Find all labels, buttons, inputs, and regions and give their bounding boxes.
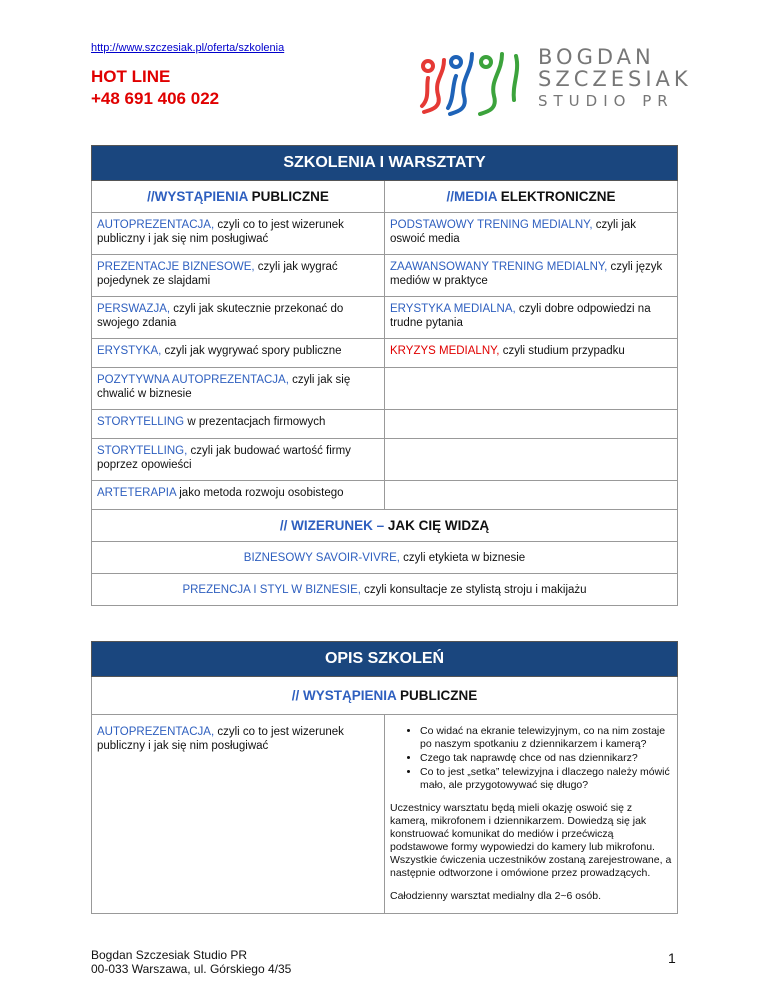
column-header-public: //WYSTĄPIENIA PUBLICZNE: [92, 181, 385, 213]
training-cell: STORYTELLING w prezentacjach firmowych: [92, 410, 385, 439]
logo-line1: BOGDAN: [538, 45, 655, 69]
bullet-item: • Co to jest „setka” telewizyjna i dlaczego należy mówić mało, ale przygotowywać się długo?: [420, 766, 672, 792]
duration-text: Całodzienny warsztat medialny dla 2~6 osób.: [390, 890, 601, 902]
trainings-title: SZKOLENIA I WARSZTATY: [92, 146, 678, 181]
column-header-media: //MEDIA ELEKTRONICZNE: [385, 181, 678, 213]
descriptions-table: [91, 641, 678, 914]
training-cell: PREZENCJA I STYL W BIZNESIE, czyli konsultacje ze stylistą stroju i makijażu: [92, 574, 678, 606]
training-cell: BIZNESOWY SAVOIR-VIVRE, czyli etykieta w biznesie: [92, 542, 678, 574]
footer-street: 00-033 Warszawa, ul. Górskiego 4/35: [91, 962, 292, 976]
training-cell: ZAAWANSOWANY TRENING MEDIALNY, czyli język mediów w praktyce: [385, 255, 678, 297]
training-cell: PERSWAZJA, czyli jak skutecznie przekonać do swojego zdania: [92, 297, 385, 339]
empty-cell: [385, 439, 678, 481]
wizerunek-header: // WIZERUNEK – JAK CIĘ WIDZĄ: [92, 510, 678, 542]
empty-cell: [385, 481, 678, 510]
empty-cell: [385, 410, 678, 439]
bullet-item: • Co widać na ekranie telewizyjnym, co na nim zostaje po naszym spotkaniu z dziennikarzem i kamerą?: [420, 725, 672, 751]
descriptions-title: OPIS SZKOLEŃ: [92, 642, 678, 677]
empty-cell: [385, 368, 678, 410]
description-paragraph: Uczestnicy warsztatu będą mieli okazję oswoić się z kamerą, mikrofonem i dziennikarzem. Dowiedzą się jak konstruować komunikat do mediów i przećwiczą podstawowe formy wypowiedzi do kamery lub mikrofonu. Wszystkie ćwiczenia uczestników zostaną zarejestrowane, a następnie odtworzone i omówione przez prowadzących.: [390, 802, 672, 879]
hotline: [91, 66, 219, 110]
training-cell: PREZENTACJE BIZNESOWE, czyli jak wygrać pojedynek ze slajdami: [92, 255, 385, 297]
hotline-label: HOT LINE: [91, 67, 171, 86]
training-cell: STORYTELLING, czyli jak budować wartość firmy poprzez opowieści: [92, 439, 385, 481]
training-cell: ARTETERAPIA jako metoda rozwoju osobistego: [92, 481, 385, 510]
logo-line3: STUDIO PR: [538, 92, 674, 110]
section-header-public: // WYSTĄPIENIA PUBLICZNE: [92, 677, 678, 715]
description-bullets: [390, 725, 672, 792]
page-number: 1: [668, 950, 676, 966]
hotline-number: +48 691 406 022: [91, 89, 220, 108]
company-logo: [416, 40, 692, 116]
training-cell: POZYTYWNA AUTOPREZENTACJA, czyli jak się chwalić w biznesie: [92, 368, 385, 410]
website-link[interactable]: http://www.szczesiak.pl/oferta/szkolenia: [91, 42, 285, 54]
training-description-cell: [385, 715, 678, 914]
training-cell: KRYZYS MEDIALNY, czyli studium przypadku: [385, 339, 678, 368]
training-cell: ERYSTYKA MEDIALNA, czyli dobre odpowiedzi na trudne pytania: [385, 297, 678, 339]
logo-wordmark: [538, 46, 692, 112]
training-cell: AUTOPREZENTACJA, czyli co to jest wizerunek publiczny i jak się nim posługiwać: [92, 213, 385, 255]
footer-company: Bogdan Szczesiak Studio PR: [91, 948, 248, 962]
bullet-item: • Czego tak naprawdę chce od nas dziennikarz?: [420, 752, 672, 765]
footer-address: [91, 948, 291, 976]
trainings-table: [91, 145, 678, 606]
training-cell: ERYSTYKA, czyli jak wygrywać spory publiczne: [92, 339, 385, 368]
logo-line2: SZCZESIAK: [538, 67, 692, 91]
training-name-cell: AUTOPREZENTACJA, czyli co to jest wizerunek publiczny i jak się nim posługiwać: [92, 715, 385, 914]
training-cell: PODSTAWOWY TRENING MEDIALNY, czyli jak oswoić media: [385, 213, 678, 255]
logo-figures-icon: [416, 40, 534, 116]
